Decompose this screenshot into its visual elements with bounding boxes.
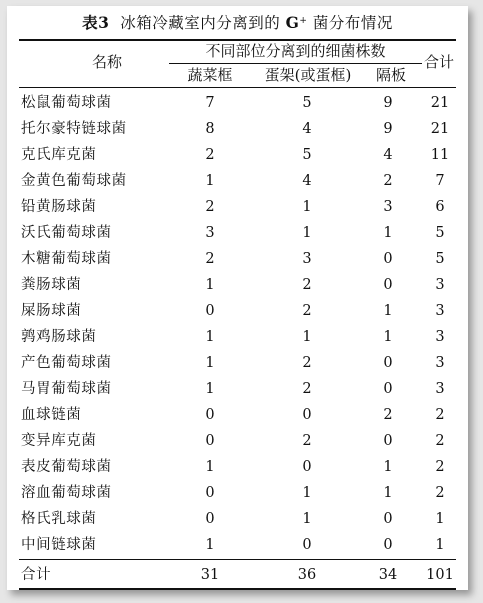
count-cell: 3 bbox=[435, 277, 445, 293]
count-cell: 1 bbox=[302, 485, 312, 501]
header-rule bbox=[19, 87, 456, 88]
bacteria-name: 鹑鸡肠球菌 bbox=[21, 329, 97, 345]
total-cell: 34 bbox=[378, 567, 398, 583]
table-row bbox=[7, 194, 468, 220]
count-cell: 0 bbox=[302, 537, 312, 553]
header-col-2: 蛋架(或蛋框) bbox=[264, 66, 352, 84]
count-cell: 5 bbox=[302, 95, 312, 111]
count-cell: 0 bbox=[383, 511, 393, 527]
count-cell: 1 bbox=[383, 225, 393, 241]
bacteria-name: 格氏乳球菌 bbox=[21, 511, 97, 527]
total-row bbox=[7, 562, 468, 588]
bacteria-name: 血球链菌 bbox=[21, 407, 82, 423]
count-cell: 5 bbox=[435, 251, 445, 267]
header-col-1: 蔬菜框 bbox=[187, 66, 233, 84]
count-cell: 3 bbox=[302, 251, 312, 267]
count-cell: 2 bbox=[302, 355, 312, 371]
table-row bbox=[7, 480, 468, 506]
count-cell: 0 bbox=[205, 485, 215, 501]
count-cell: 2 bbox=[205, 199, 215, 215]
count-cell: 3 bbox=[435, 303, 445, 319]
table-row bbox=[7, 428, 468, 454]
bacteria-name: 马胃葡萄球菌 bbox=[21, 381, 112, 397]
table-row bbox=[7, 350, 468, 376]
count-cell: 1 bbox=[435, 511, 445, 527]
count-cell: 1 bbox=[383, 485, 393, 501]
count-cell: 2 bbox=[383, 407, 393, 423]
count-cell: 1 bbox=[383, 329, 393, 345]
count-cell: 7 bbox=[435, 173, 445, 189]
table-row bbox=[7, 532, 468, 558]
count-cell: 0 bbox=[383, 277, 393, 293]
count-cell: 3 bbox=[435, 381, 445, 397]
count-cell: 5 bbox=[302, 147, 312, 163]
bacteria-name: 中间链球菌 bbox=[21, 537, 97, 553]
table-row bbox=[7, 506, 468, 532]
count-cell: 3 bbox=[435, 355, 445, 371]
count-cell: 1 bbox=[302, 199, 312, 215]
bacteria-name: 粪肠球菌 bbox=[21, 277, 82, 293]
bacteria-name: 沃氏葡萄球菌 bbox=[21, 225, 112, 241]
caption-label: 表3 bbox=[82, 13, 110, 32]
total-rule bbox=[19, 559, 456, 560]
count-cell: 2 bbox=[302, 381, 312, 397]
count-cell: 1 bbox=[205, 329, 215, 345]
bacteria-name: 表皮葡萄球菌 bbox=[21, 459, 112, 475]
count-cell: 0 bbox=[302, 459, 312, 475]
caption-g: G bbox=[285, 13, 300, 32]
count-cell: 0 bbox=[383, 381, 393, 397]
count-cell: 3 bbox=[383, 199, 393, 215]
total-label: 合计 bbox=[21, 567, 52, 583]
table-sheet bbox=[7, 6, 468, 590]
count-cell: 1 bbox=[302, 511, 312, 527]
count-cell: 1 bbox=[205, 381, 215, 397]
header-name: 名称 bbox=[91, 53, 122, 71]
table-caption bbox=[7, 13, 468, 33]
group-rule bbox=[169, 63, 422, 64]
bacteria-name: 溶血葡萄球菌 bbox=[21, 485, 112, 501]
count-cell: 1 bbox=[302, 329, 312, 345]
header-col-3: 隔板 bbox=[375, 66, 406, 84]
caption-sup: + bbox=[299, 16, 308, 26]
count-cell: 2 bbox=[383, 173, 393, 189]
count-cell: 1 bbox=[383, 303, 393, 319]
caption-title: 冰箱冷藏室内分离到的 bbox=[120, 14, 281, 32]
table-row bbox=[7, 220, 468, 246]
count-cell: 21 bbox=[430, 121, 450, 137]
bacteria-name: 屎肠球菌 bbox=[21, 303, 82, 319]
table-row bbox=[7, 402, 468, 428]
count-cell: 0 bbox=[383, 433, 393, 449]
count-cell: 0 bbox=[205, 433, 215, 449]
count-cell: 1 bbox=[435, 537, 445, 553]
count-cell: 0 bbox=[205, 511, 215, 527]
top-rule bbox=[19, 39, 456, 41]
count-cell: 3 bbox=[205, 225, 215, 241]
count-cell: 7 bbox=[205, 95, 215, 111]
count-cell: 9 bbox=[383, 121, 393, 137]
caption-suffix: 菌分布情况 bbox=[312, 14, 393, 32]
table-row bbox=[7, 116, 468, 142]
count-cell: 0 bbox=[205, 303, 215, 319]
count-cell: 0 bbox=[205, 407, 215, 423]
count-cell: 1 bbox=[205, 277, 215, 293]
count-cell: 2 bbox=[302, 277, 312, 293]
count-cell: 4 bbox=[302, 173, 312, 189]
count-cell: 1 bbox=[205, 173, 215, 189]
count-cell: 21 bbox=[430, 95, 450, 111]
count-cell: 11 bbox=[430, 147, 450, 163]
table-row bbox=[7, 454, 468, 480]
table-row bbox=[7, 376, 468, 402]
count-cell: 1 bbox=[302, 225, 312, 241]
count-cell: 2 bbox=[302, 303, 312, 319]
table-row bbox=[7, 324, 468, 350]
count-cell: 4 bbox=[302, 121, 312, 137]
count-cell: 6 bbox=[435, 199, 445, 215]
count-cell: 2 bbox=[435, 433, 445, 449]
table-row bbox=[7, 246, 468, 272]
count-cell: 5 bbox=[435, 225, 445, 241]
count-cell: 1 bbox=[205, 355, 215, 371]
count-cell: 2 bbox=[435, 459, 445, 475]
bacteria-name: 产色葡萄球菌 bbox=[21, 355, 112, 371]
bacteria-name: 托尔豪特链球菌 bbox=[21, 121, 127, 137]
count-cell: 9 bbox=[383, 95, 393, 111]
count-cell: 0 bbox=[302, 407, 312, 423]
count-cell: 0 bbox=[383, 251, 393, 267]
table-row bbox=[7, 272, 468, 298]
total-cell: 36 bbox=[297, 567, 317, 583]
count-cell: 1 bbox=[383, 459, 393, 475]
count-cell: 1 bbox=[205, 459, 215, 475]
count-cell: 2 bbox=[435, 485, 445, 501]
table-row bbox=[7, 168, 468, 194]
bacteria-name: 克氏库克菌 bbox=[21, 147, 97, 163]
count-cell: 8 bbox=[205, 121, 215, 137]
table-row bbox=[7, 90, 468, 116]
count-cell: 1 bbox=[205, 537, 215, 553]
count-cell: 0 bbox=[383, 355, 393, 371]
total-cell: 31 bbox=[200, 567, 220, 583]
header-total: 合计 bbox=[423, 53, 454, 71]
bacteria-name: 松鼠葡萄球菌 bbox=[21, 95, 112, 111]
count-cell: 0 bbox=[383, 537, 393, 553]
total-cell: 101 bbox=[426, 567, 454, 583]
bacteria-name: 金黄色葡萄球菌 bbox=[21, 173, 127, 189]
header-group: 不同部位分离到的细菌株数 bbox=[205, 42, 386, 60]
bacteria-name: 变异库克菌 bbox=[21, 433, 97, 449]
count-cell: 3 bbox=[435, 329, 445, 345]
count-cell: 2 bbox=[302, 433, 312, 449]
table-row bbox=[7, 142, 468, 168]
count-cell: 2 bbox=[205, 251, 215, 267]
bacteria-name: 铅黄肠球菌 bbox=[21, 199, 97, 215]
table-row bbox=[7, 298, 468, 324]
bottom-rule bbox=[19, 588, 456, 590]
count-cell: 2 bbox=[435, 407, 445, 423]
count-cell: 2 bbox=[205, 147, 215, 163]
count-cell: 4 bbox=[383, 147, 393, 163]
bacteria-name: 木糖葡萄球菌 bbox=[21, 251, 112, 267]
